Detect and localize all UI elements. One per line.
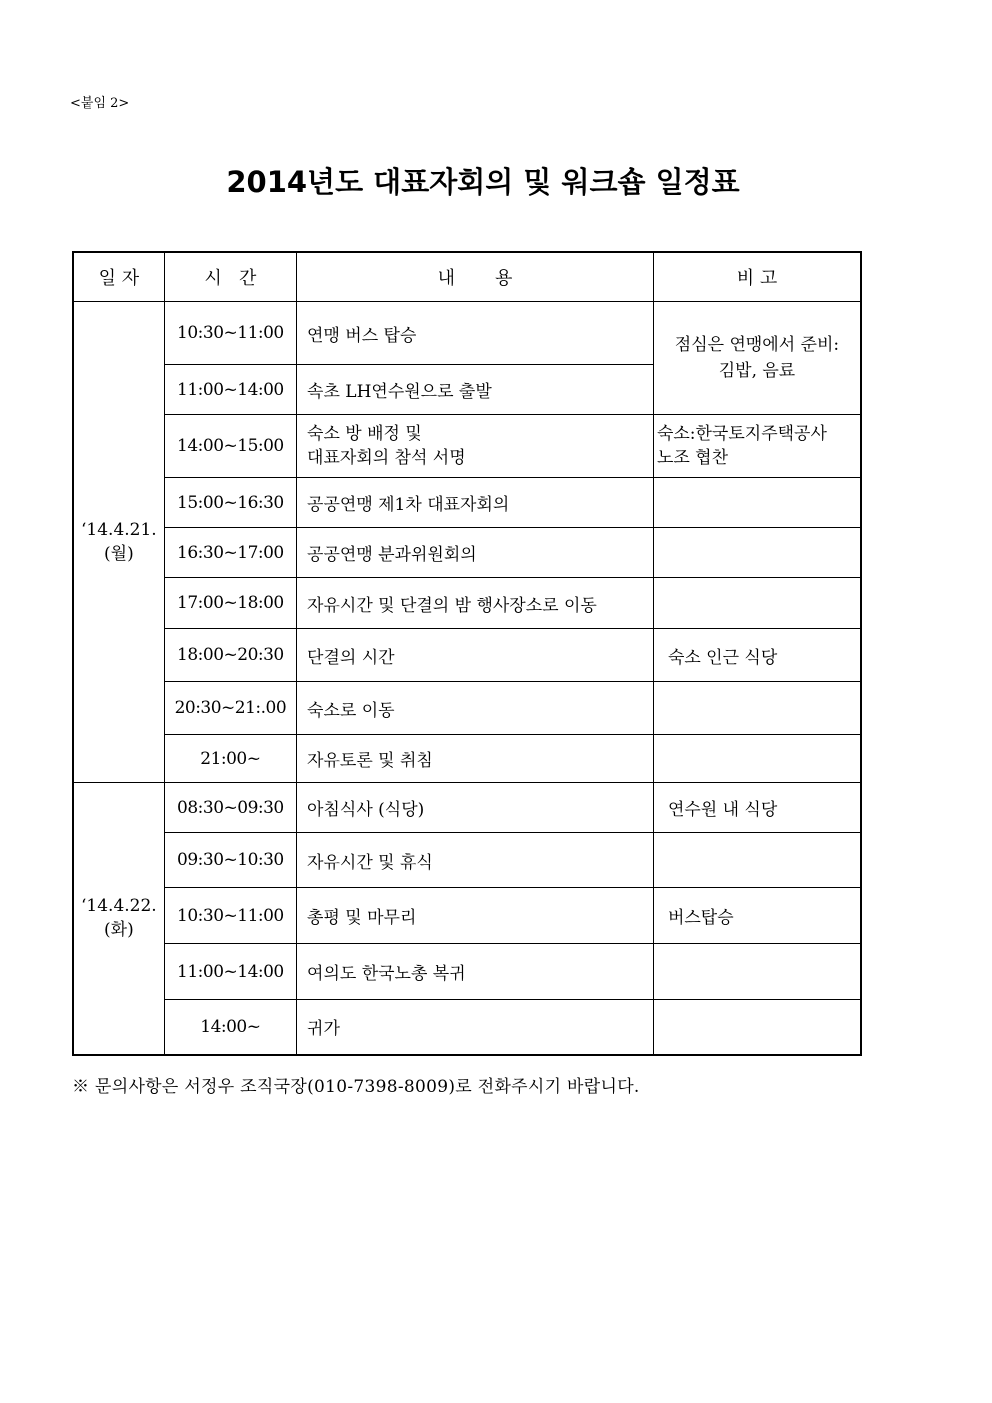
content-cell: 공공연맹 분과위원회의 [297,528,654,578]
table-row [73,888,861,944]
time-cell: 20:30~21:.00 [164,682,296,735]
time-cell: 10:30~11:00 [164,888,296,944]
content-cell: 귀가 [297,1000,654,1055]
time-cell: 14:00~ [164,1000,296,1055]
time-cell: 14:00~15:00 [164,415,296,478]
note-cell [653,478,861,528]
note-cell [653,833,861,888]
document-title: 2014년도 대표자회의 및 워크숍 일정표 [226,165,740,199]
time-cell: 15:00~16:30 [164,478,296,528]
note-lodging-line1: 숙소:한국토지주택공사 [656,424,827,444]
date-cell-day1 [73,302,164,783]
note-cell-dinner: 숙소 인근 식당 [653,629,861,682]
table-row [73,682,861,735]
date-cell-day2 [73,783,164,1055]
time-cell: 09:30~10:30 [164,833,296,888]
note-cell [653,735,861,783]
header-date: 일 자 [73,252,164,302]
note-cell-lunch [653,302,861,415]
note-cell [653,578,861,629]
footnote-contact: ※ 문의사항은 서정우 조직국장(010-7398-8009)로 전화주시기 바랍니다. [72,1077,640,1097]
note-cell-lodging [653,415,861,478]
date-day2-line1: ‘14.4.22. [81,896,157,917]
table-row [73,578,861,629]
content-cell [297,415,654,478]
table-row [73,629,861,682]
date-day2-line2: (화) [104,920,134,941]
time-cell: 10:30~11:00 [164,302,296,365]
content-cell: 자유토론 및 취침 [297,735,654,783]
time-cell: 21:00~ [164,735,296,783]
content-cell: 총평 및 마무리 [297,888,654,944]
note-cell: 버스탑승 [653,888,861,944]
table-row [73,302,861,365]
content-cell: 아침식사 (식당) [297,783,654,833]
note-cell: 연수원 내 식당 [653,783,861,833]
content-cell: 자유시간 및 휴식 [297,833,654,888]
content-line: 숙소 방 배정 및 [307,424,422,444]
note-cell [653,1000,861,1055]
note-cell [653,528,861,578]
content-cell: 속초 LH연수원으로 출발 [297,365,654,415]
time-cell: 18:00~20:30 [164,629,296,682]
note-lunch-line2: 김밥, 음료 [718,361,796,381]
content-cell: 단결의 시간 [297,629,654,682]
header-content: 내 용 [297,252,654,302]
date-day1-line2: (월) [104,544,134,564]
time-cell: 16:30~17:00 [164,528,296,578]
content-cell: 숙소로 이동 [297,682,654,735]
table-row [73,783,861,833]
time-cell: 08:30~09:30 [164,783,296,833]
time-cell: 11:00~14:00 [164,944,296,1000]
table-row [73,735,861,783]
table-row [73,1000,861,1055]
table-row [73,944,861,1000]
date-day1-line1: ‘14.4.21. [81,520,157,540]
time-cell: 11:00~14:00 [164,365,296,415]
table-row [73,833,861,888]
table-header-row [73,252,861,302]
table-row [73,478,861,528]
content-cell: 공공연맹 제1차 대표자회의 [297,478,654,528]
header-note: 비 고 [653,252,861,302]
note-cell [653,682,861,735]
note-cell [653,944,861,1000]
schedule-table [72,251,862,1056]
content-line: 대표자회의 참석 서명 [307,448,466,468]
header-time: 시 간 [164,252,296,302]
content-cell: 연맹 버스 탑승 [297,302,654,365]
note-lodging-line2: 노조 협찬 [656,448,729,468]
attachment-label: <붙임 2> [70,96,130,111]
content-cell: 여의도 한국노총 복귀 [297,944,654,1000]
time-cell: 17:00~18:00 [164,578,296,629]
note-lunch-line1: 점심은 연맹에서 준비: [674,335,840,355]
table-row [73,528,861,578]
table-row [73,415,861,478]
content-cell: 자유시간 및 단결의 밤 행사장소로 이동 [297,578,654,629]
